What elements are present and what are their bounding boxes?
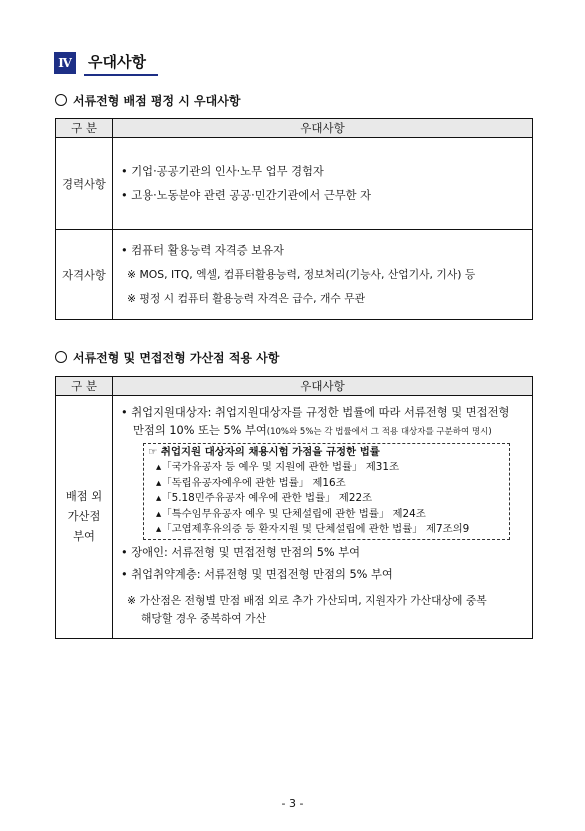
preference-table-1 (55, 118, 533, 320)
section-numeral: Ⅳ (54, 52, 76, 74)
list-item: • 취업취약계층: 서류전형 및 면접전형 만점의 5% 부여 (121, 564, 528, 586)
preference-table-2 (55, 376, 533, 639)
subsection-title-2: 서류전형 및 면접전형 가산점 적용 사항 (55, 349, 279, 366)
list-item: • 컴퓨터 활용능력 자격증 보유자 (121, 239, 531, 263)
col-header-preference: 우대사항 (113, 377, 533, 396)
law-box (143, 443, 510, 540)
subsection-title-1: 서류전형 배점 평정 시 우대사항 (55, 92, 240, 109)
career-items (113, 138, 533, 230)
list-item: • 장애인: 서류전형 및 면접전형 만점의 5% 부여 (121, 542, 528, 564)
list-item: • 고용·노동분야 관련 공공·민간기관에서 근무한 자 (121, 184, 531, 208)
page-number: - 3 - (281, 797, 304, 810)
note-cont: 해당할 경우 중복하여 가산 (141, 611, 267, 625)
col-header-preference: 우대사항 (113, 119, 533, 138)
law-item: ▴「고엽제후유의증 등 환자지원 및 단체설립에 관한 법률」 제7조의9 (156, 523, 470, 535)
row-label-career: 경력사항 (56, 138, 113, 230)
col-header-category: 구 분 (56, 119, 113, 138)
qualification-items (113, 230, 533, 320)
list-item: • 취업지원대상자: 취업지원대상자를 규정한 법률에 따라 서류전형 및 면접전형 (121, 404, 528, 422)
list-item: • 기업·공공기관의 인사·노무 업무 경험자 (121, 160, 531, 184)
law-item: ▴「특수임무유공자 예우 및 단체설립에 관한 법률」 제24조 (156, 507, 426, 520)
note: ※ 평정 시 컴퓨터 활용능력 자격은 급수, 개수 무관 (127, 291, 366, 305)
circle-bullet-icon (55, 94, 67, 106)
note: ※ MOS, ITQ, 엑셀, 컴퓨터활용능력, 정보처리(기능사, 산업기사, 기사) 등 (127, 267, 476, 281)
bonus-items (113, 396, 533, 639)
law-item: ▴「국가유공자 등 예우 및 지원에 관한 법률」 제31조 (156, 461, 400, 473)
col-header-category: 구 분 (56, 377, 113, 396)
section-header (54, 50, 158, 76)
row-label-bonus: 배점 외 가산점 부여 (56, 396, 113, 639)
row-label-qualification: 자격사항 (56, 230, 113, 320)
law-item: ▴「5.18민주유공자 예우에 관한 법률」 제22조 (156, 492, 373, 504)
circle-bullet-icon (55, 351, 67, 363)
law-box-title: ☞ 취업지원 대상자의 채용시험 가점을 규정한 법률 (148, 445, 380, 458)
list-item-cont: 만점의 10% 또는 5% 부여(10%와 5%는 각 법률에서 그 적용 대상자를 구분하여 명시) (133, 423, 492, 437)
law-item: ▴「독립유공자예우에 관한 법률」 제16조 (156, 476, 346, 489)
section-title: 우대사항 (84, 51, 158, 76)
note: ※ 가산점은 전형별 만점 배점 외로 추가 가산되며, 지원자가 가산대상에 중복 (127, 593, 487, 607)
